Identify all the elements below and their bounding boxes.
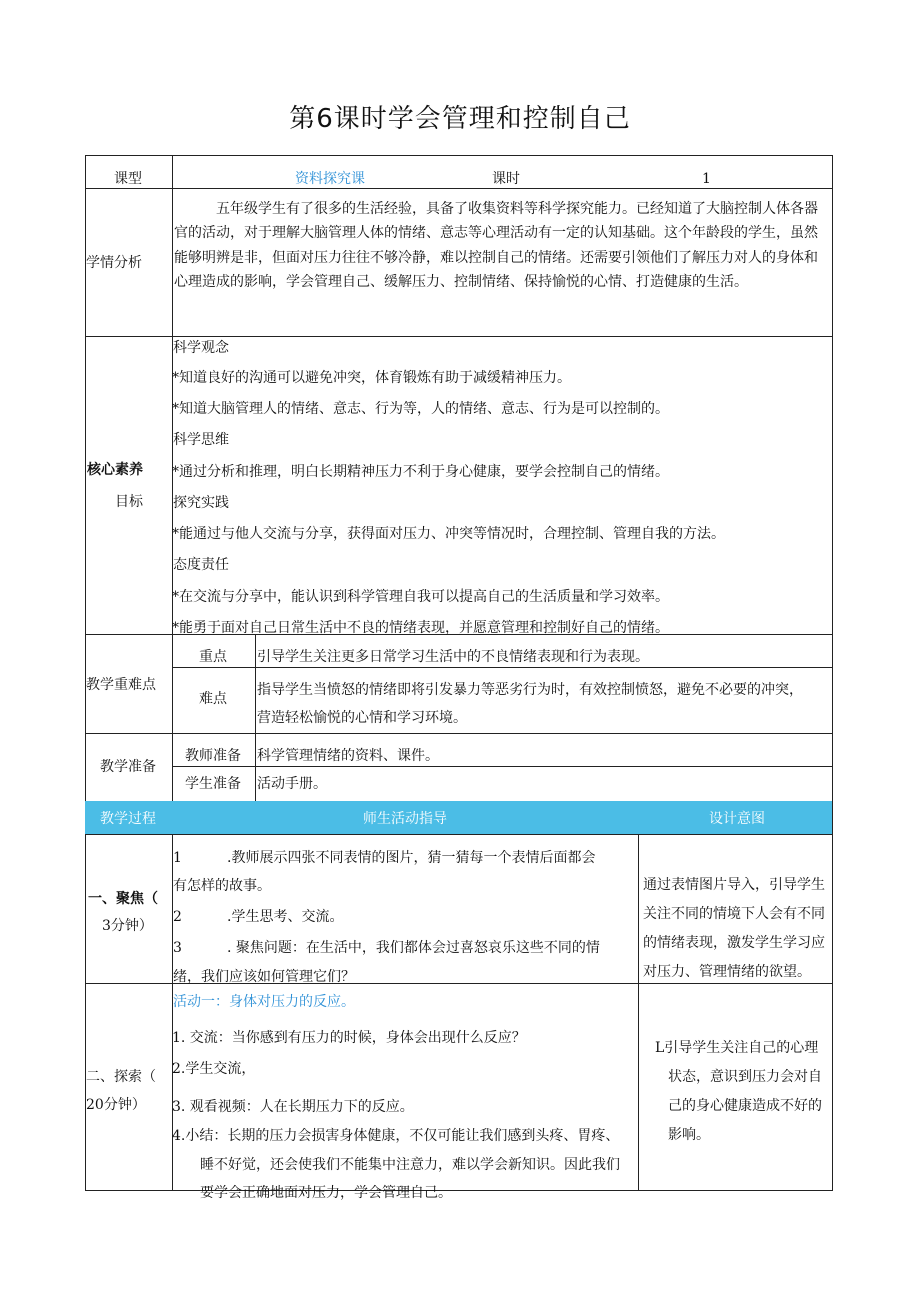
teacher-prep-text: 科学管理情绪的资料、课件。 <box>257 748 439 764</box>
step2-item: 1. 交流：当你感到有压力的时候，身体会出现什么反应？ <box>172 1030 526 1046</box>
step1-intent-line: 通过表情图片导入，引导学生 <box>643 877 825 893</box>
step2-item: 3. 观看视频：人在长期压力下的反应。 <box>172 1099 414 1115</box>
course-type-label: 课型 <box>114 171 142 187</box>
key-point-text: 引导学生关注更多日常学习生活中的不良情绪表现和行为表现。 <box>257 649 649 665</box>
step1-item-text: .学生思考、交流。 <box>227 909 344 925</box>
step1-activities <box>172 834 638 983</box>
difficult-point-text: 营造轻松愉悦的心情和学习环境。 <box>257 710 467 726</box>
goal-item: *能通过与他人交流与分享，获得面对压力、冲突等情况时，合理控制、管理自我的方法。 <box>172 526 725 542</box>
process-header-intent: 设计意图 <box>709 811 765 827</box>
goal-item: *通过分析和推理，明白长期精神压力不利于身心健康，要学会控制自己的情绪。 <box>172 464 669 480</box>
step1-item-number: 1 <box>173 850 182 866</box>
step2-stage: 二、探索（ <box>86 1069 156 1085</box>
learning-analysis-text: 五年级学生有了很多的生活经验，具备了收集资料等科学探究能力。已经知道了大脑控制人体各器官的活动，对于理解大脑管理人体的情绪、意志等心理活动有一定的认知基础。这个年龄段的学生，虽然能够明辨是非，但面对压力往往不够冷静，难以控制自己的情绪。还需要引领他们了解压力对人的身体和心理造成的影响，学会管理自己、缓解压力、控制情绪、保持愉悦的心情、打造健康的生活。 <box>174 201 818 291</box>
difficult-point-text: 指导学生当愤怒的情绪即将引发暴力等恶劣行为时，有效控制愤怒，避免不必要的冲突， <box>257 682 803 698</box>
teacher-prep-label: 教师准备 <box>185 748 241 764</box>
core-goals-content <box>172 336 832 636</box>
step2-intent-line: 影响。 <box>668 1127 710 1143</box>
goal-heading: 态度责任 <box>173 557 229 573</box>
student-prep-text: 活动手册。 <box>257 776 327 792</box>
step1-item-number: 3 <box>173 940 182 956</box>
key-points-label: 教学重难点 <box>86 677 156 693</box>
step2-item: 睡不好觉，还会使我们不能集中注意力，难以学会新知识。因此我们 <box>200 1157 620 1173</box>
class-hours-value: 1 <box>702 171 711 187</box>
page-title: 第6课时学会管理和控制自己 <box>289 104 631 134</box>
course-type-value: 资料探究课 <box>295 171 365 187</box>
goal-heading: 探究实践 <box>173 495 229 511</box>
step2-activities <box>172 984 638 1201</box>
step2-intent-line: 状态，意识到压力会对自 <box>668 1069 822 1085</box>
step2-time: 20分钟） <box>86 1097 146 1113</box>
step1-intent-line: 对压力、管理情绪的欲望。 <box>643 964 811 980</box>
process-header-stage: 教学过程 <box>100 811 156 827</box>
process-header-activity: 师生活动指导 <box>363 811 447 827</box>
core-goals-label: 核心素养 <box>87 462 143 478</box>
process-header <box>85 801 832 834</box>
step1-intent-line: 关注不同的情境下人会有不同 <box>643 906 825 922</box>
step2-intent-line: 己的身心健康造成不好的 <box>668 1098 822 1114</box>
step2-item: 要学会正确地面对压力，学会管理自己。 <box>200 1185 452 1201</box>
step1-item-text: 有怎样的故事。 <box>173 878 271 894</box>
class-hours-label: 课时 <box>492 171 520 187</box>
goal-item: *能勇于面对自己日常生活中不良的情绪表现，并愿意管理和控制好自己的情绪。 <box>172 620 669 636</box>
goal-item: *在交流与分享中，能认识到科学管理自我可以提高自己的生活质量和学习效率。 <box>172 589 669 605</box>
key-point-label: 重点 <box>199 649 227 665</box>
step2-item: 4.小结：长期的压力会损害身体健康，不仅可能让我们感到头疼、胃疼、 <box>172 1128 620 1144</box>
goal-item: *知道良好的沟通可以避免冲突，体育锻炼有助于减缓精神压力。 <box>172 370 571 386</box>
goal-heading: 科学思维 <box>173 432 229 448</box>
step2-item: 2.学生交流， <box>172 1061 256 1077</box>
core-goals-label-sub: 目标 <box>115 494 143 510</box>
goal-item: *知道大脑管理人的情绪、意志、行为等，人的情绪、意志、行为是可以控制的。 <box>172 401 669 417</box>
step1-item-text: .教师展示四张不同表情的图片，猜一猜每一个表情后面都会 <box>227 850 596 866</box>
step1-time: 3分钟） <box>102 918 153 934</box>
step1-intent-line: 的情绪表现，激发学生学习应 <box>643 935 825 951</box>
step1-item-text: 绪，我们应该如何管理它们？ <box>173 969 355 985</box>
step2-activity-title: 活动一：身体对压力的反应。 <box>173 994 355 1010</box>
step2-intent-line: L引导学生关注自己的心理 <box>655 1040 819 1056</box>
student-prep-label: 学生准备 <box>185 776 241 792</box>
goal-heading: 科学观念 <box>173 340 229 356</box>
step1-item-number: 2 <box>173 909 182 925</box>
step1-item-text: . 聚焦问题：在生活中，我们都体会过喜怒哀乐这些不同的情 <box>227 940 600 956</box>
learning-analysis-label: 学情分析 <box>86 255 142 271</box>
preparation-label: 教学准备 <box>100 759 156 775</box>
step1-stage: 一、聚焦（ <box>88 891 158 907</box>
difficult-point-label: 难点 <box>199 691 227 707</box>
